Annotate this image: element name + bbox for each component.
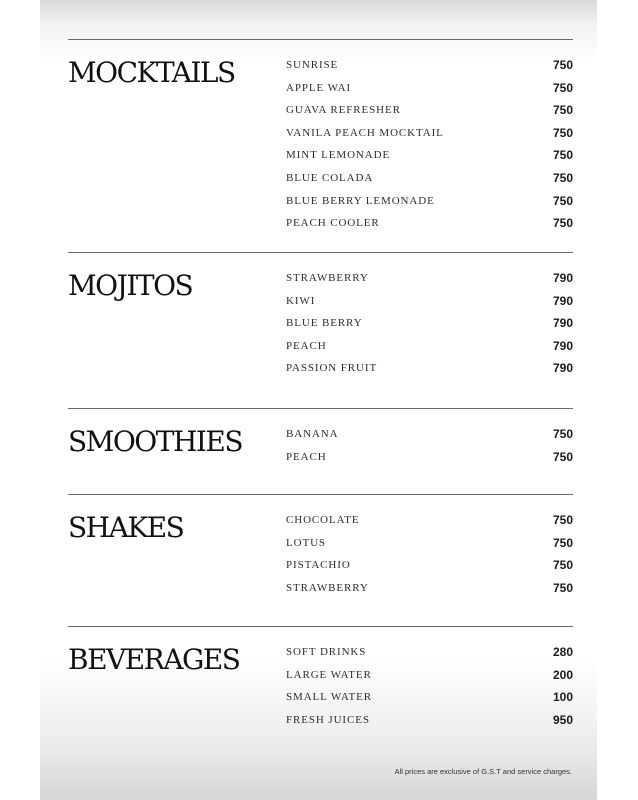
menu-item <box>286 214 573 237</box>
item-name: APPLE WAI <box>286 81 352 94</box>
menu-item <box>286 556 573 579</box>
item-price: 750 <box>552 193 573 208</box>
section-beverages <box>68 626 573 727</box>
item-name: CHOCOLATE <box>286 514 360 526</box>
item-name: STRAWBERRY <box>286 581 369 594</box>
menu-item <box>286 643 573 666</box>
item-list <box>286 56 573 237</box>
item-name: STRAWBERRY <box>286 272 369 284</box>
section-title: SMOOTHIES <box>68 425 243 458</box>
item-name: SMALL WATER <box>286 691 372 704</box>
item-name: KIWI <box>286 294 316 307</box>
item-price: 750 <box>552 513 573 527</box>
section-mojitos <box>68 252 573 376</box>
item-name: GUAVA REFRESHER <box>286 104 401 117</box>
item-price: 790 <box>552 316 573 331</box>
item-name: BLUE BERRY LEMONADE <box>286 194 435 207</box>
menu-item <box>286 359 573 382</box>
menu-item <box>286 579 573 602</box>
menu-item <box>286 192 573 215</box>
item-name: PISTACHIO <box>286 559 351 572</box>
item-name: BLUE COLADA <box>286 171 374 184</box>
menu-item <box>286 146 573 169</box>
section-smoothies <box>68 408 573 464</box>
item-price: 750 <box>552 148 573 163</box>
item-price: 750 <box>552 216 573 231</box>
section-mocktails <box>68 39 573 231</box>
section-title: SHAKES <box>68 511 184 544</box>
menu-item <box>286 711 573 734</box>
item-price: 100 <box>552 690 573 705</box>
menu-item <box>286 169 573 192</box>
item-name: BANANA <box>286 428 339 440</box>
price-footnote: All prices are exclusive of G.S.T and service charges. <box>394 767 572 776</box>
item-name: VANILA PEACH MOCKTAIL <box>286 126 444 139</box>
menu-item <box>286 425 573 448</box>
menu-item <box>286 688 573 711</box>
item-name: MINT LEMONADE <box>286 149 391 162</box>
menu-item <box>286 314 573 337</box>
item-price: 750 <box>552 535 573 550</box>
item-price: 750 <box>552 125 573 140</box>
item-price: 280 <box>552 645 573 659</box>
item-name: LOTUS <box>286 536 326 549</box>
item-list <box>286 511 573 601</box>
item-price: 750 <box>552 580 573 595</box>
item-list <box>286 269 573 382</box>
menu-item <box>286 56 573 79</box>
item-price: 790 <box>552 361 573 376</box>
item-price: 950 <box>552 712 573 727</box>
section-title: MOCKTAILS <box>68 56 235 89</box>
section-title: BEVERAGES <box>68 643 240 676</box>
item-name: PEACH COOLER <box>286 217 380 230</box>
item-name: PEACH <box>286 450 327 463</box>
item-price: 750 <box>552 80 573 95</box>
item-name: SUNRISE <box>286 59 339 71</box>
item-price: 750 <box>552 103 573 118</box>
item-list <box>286 425 573 470</box>
item-name: PEACH <box>286 339 327 352</box>
item-name: LARGE WATER <box>286 668 372 681</box>
menu-item <box>286 448 573 471</box>
item-name: PASSION FRUIT <box>286 362 378 375</box>
item-price: 750 <box>552 58 573 72</box>
menu-item <box>286 269 573 292</box>
item-price: 750 <box>552 558 573 573</box>
item-price: 750 <box>552 449 573 464</box>
menu-item <box>286 666 573 689</box>
section-shakes <box>68 494 573 595</box>
menu-item <box>286 101 573 124</box>
menu-item <box>286 124 573 147</box>
item-name: FRESH JUICES <box>286 713 370 726</box>
item-price: 790 <box>552 271 573 285</box>
item-name: SOFT DRINKS <box>286 646 367 658</box>
menu-item <box>286 534 573 557</box>
item-list <box>286 643 573 733</box>
item-price: 790 <box>552 293 573 308</box>
item-price: 790 <box>552 338 573 353</box>
section-title: MOJITOS <box>68 269 193 302</box>
menu-item <box>286 511 573 534</box>
menu-item <box>286 337 573 360</box>
item-price: 200 <box>552 667 573 682</box>
item-price: 750 <box>552 427 573 441</box>
menu-item <box>286 292 573 315</box>
item-name: BLUE BERRY <box>286 317 363 330</box>
menu-item <box>286 79 573 102</box>
item-price: 750 <box>552 170 573 185</box>
